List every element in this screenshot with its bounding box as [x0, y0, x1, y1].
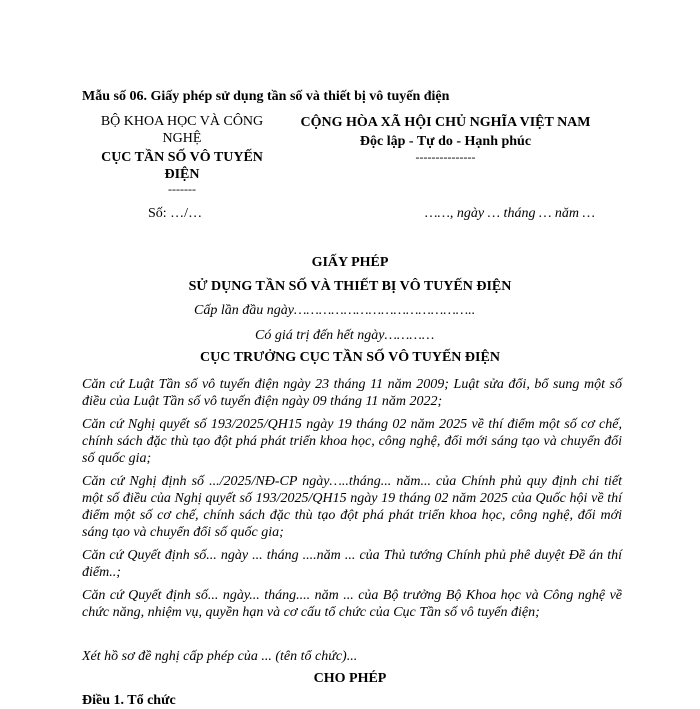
- valid-until-date: Có giá trị đến hết ngày…………: [255, 328, 435, 343]
- issuing-authority: CỤC TRƯỞNG CỤC TẦN SỐ VÔ TUYẾN ĐIỆN: [200, 350, 500, 365]
- department-name: CỤC TẦN SỐ VÔ TUYẾN ĐIỆN: [101, 150, 263, 182]
- legal-basis-paragraph: Căn cứ Nghị định số .../2025/NĐ-CP ngày…..tháng... năm... của Chính phủ quy định chi tiết một số điều của Nghị quyết số 193/2025/QH15 ngày 19 tháng 02 năm 2025 của Quốc hội về thí điểm một số cơ chế, chính sách đặc thù tạo đột phá phát triển khoa học, công nghệ, đổi mới sáng tạo và chuyển đổi số quốc gia;: [82, 474, 622, 540]
- issuing-agency-header: [82, 113, 282, 195]
- motto-divider: ---------------: [415, 150, 476, 164]
- permit-heading: CHO PHÉP: [313, 671, 387, 686]
- document-subtitle: SỬ DỤNG TẦN SỐ VÀ THIẾT BỊ VÔ TUYẾN ĐIỆN: [188, 279, 512, 294]
- document-date: ……, ngày … tháng … năm …: [425, 206, 595, 221]
- first-issued-date: Cấp lần đầu ngày……………………………………..: [194, 303, 476, 318]
- legal-basis-paragraph: Xét hồ sơ đề nghị cấp phép của ... (tên tổ chức)...: [82, 649, 358, 664]
- national-header: [283, 113, 608, 163]
- legal-basis-paragraph: Căn cứ Luật Tần số vô tuyến điện ngày 23 tháng 11 năm 2009; Luật sửa đổi, bổ sung một số điều của Luật Tần số vô tuyến điện ngày 09 tháng 11 năm 2022;: [82, 377, 622, 409]
- legal-basis-paragraph: Căn cứ Quyết định số... ngày... tháng.... năm ... của Bộ trưởng Bộ Khoa học và Công nghệ về chức năng, nhiệm vụ, quyền hạn và cơ cấu tổ chức của Cục Tần số vô tuyến điện;: [82, 588, 622, 620]
- article-1-heading: Điều 1. Tổ chức: [82, 693, 176, 708]
- country-name: CỘNG HÒA XÃ HỘI CHỦ NGHĨA VIỆT NAM: [300, 115, 591, 130]
- document-title: GIẤY PHÉP: [311, 255, 389, 270]
- legal-basis-paragraph: Căn cứ Nghị quyết số 193/2025/QH15 ngày 19 tháng 02 năm 2025 về thí điểm một số cơ chế, chính sách đặc thù tạo đột phá phát triển khoa học, công nghệ, đổi mới sáng tạo và chuyển đổi số quốc gia;: [82, 417, 622, 466]
- ministry-name: BỘ KHOA HỌC VÀ CÔNG NGHỆ: [100, 114, 264, 146]
- form-title: Mẫu số 06. Giấy phép sử dụng tần số và thiết bị vô tuyến điện: [82, 89, 450, 104]
- agency-divider: -------: [168, 182, 196, 196]
- document-number: Số: …/…: [148, 206, 203, 221]
- legal-basis-paragraph: Căn cứ Quyết định số... ngày ... tháng ....năm ... của Thủ tướng Chính phủ phê duyệt Đề án thí điểm..;: [82, 548, 622, 580]
- national-motto: Độc lập - Tự do - Hạnh phúc: [359, 134, 532, 149]
